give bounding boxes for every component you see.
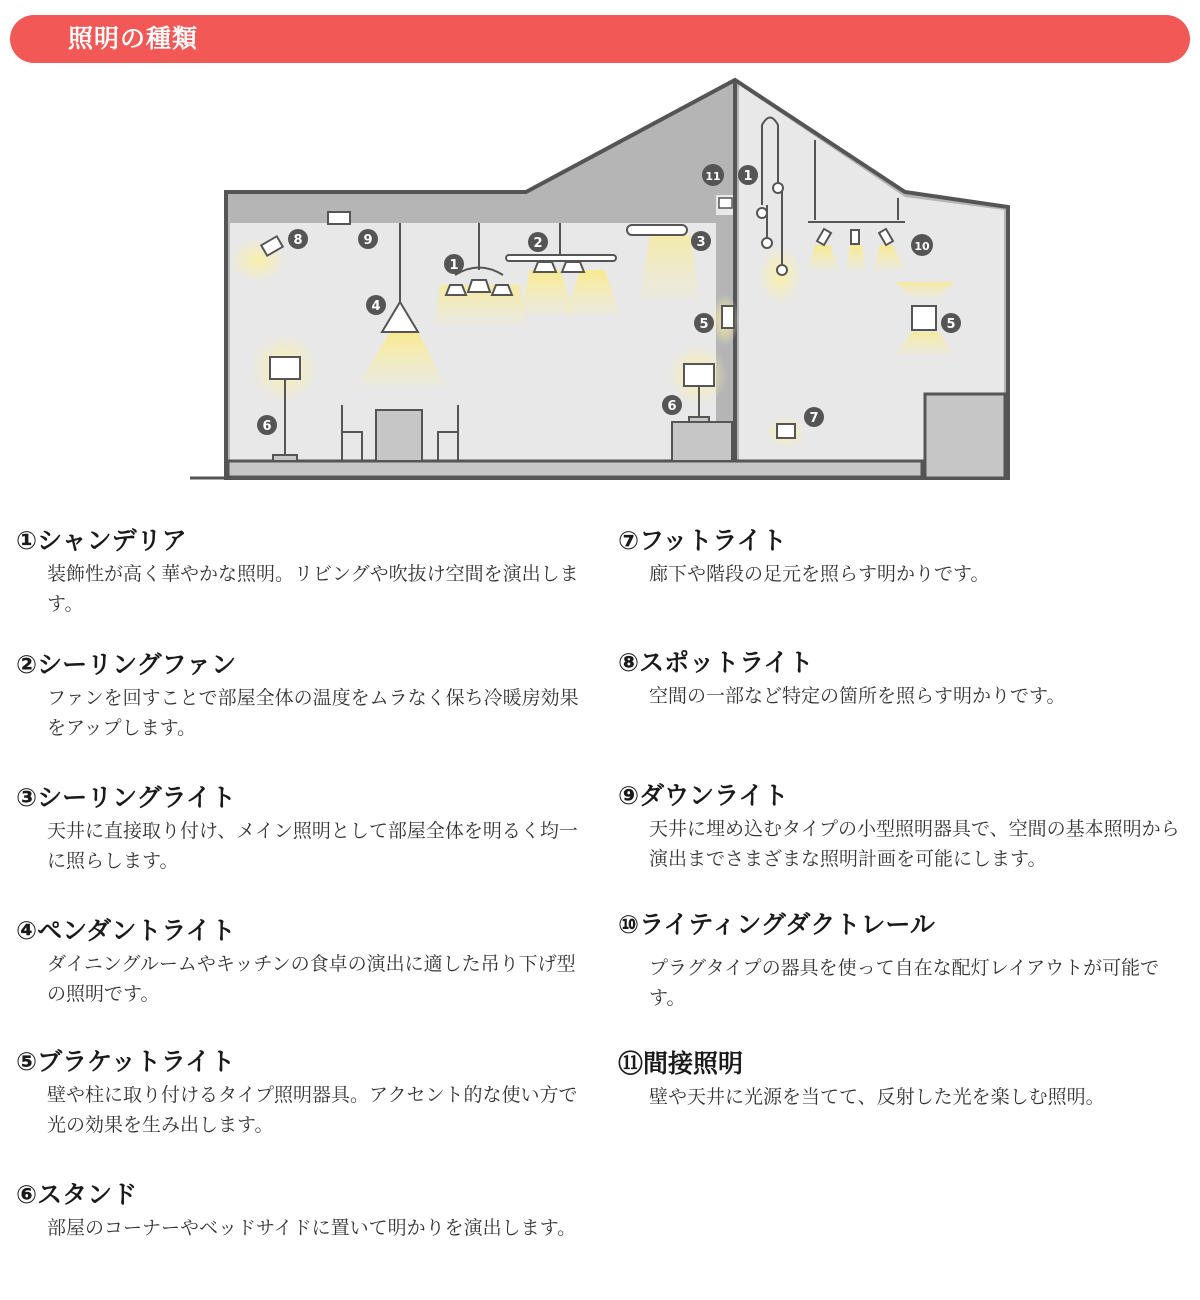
item-desc: 壁や柱に取り付けるタイプ照明器具。アクセント的な使い方で光の効果を生み出します。	[47, 1084, 578, 1136]
item-downlight	[618, 780, 1188, 874]
svg-text:5: 5	[946, 317, 956, 332]
marker-1-left	[444, 254, 464, 274]
bracket-light-left	[722, 306, 734, 328]
item-title: ⑩ライティングダクトレール	[618, 910, 935, 939]
marker-10	[911, 234, 933, 256]
ceiling-light-fixture	[627, 225, 687, 235]
item-desc: 装飾性が高く華やかな照明。リビングや吹抜け空間を演出します。	[47, 563, 579, 615]
item-stand	[16, 1179, 586, 1243]
svg-text:7: 7	[809, 411, 819, 426]
item-foot-light	[618, 525, 1188, 589]
item-title: ④ペンダントライト	[16, 916, 236, 945]
item-title: ⑦フットライト	[618, 526, 787, 555]
item-desc: ダイニングルームやキッチンの食卓の演出に適した吊り下げ型の照明です。	[47, 953, 576, 1005]
downlight-fixture	[328, 212, 350, 224]
indirect-light-fixture	[719, 198, 732, 208]
house-lighting-diagram	[0, 70, 1200, 490]
item-title: ③シーリングライト	[16, 783, 236, 812]
marker-7	[804, 407, 824, 427]
marker-8	[288, 229, 308, 249]
item-duct-rail	[618, 909, 1188, 1013]
item-chandelier	[16, 525, 586, 619]
svg-text:9: 9	[363, 233, 373, 248]
header-bar	[10, 15, 1190, 63]
marker-5-left	[694, 313, 714, 333]
item-desc: 廊下や階段の足元を照らす明かりです。	[649, 563, 990, 585]
marker-6-left	[257, 415, 277, 435]
item-desc: 天井に埋め込むタイプの小型照明器具で、空間の基本照明から演出までさまざまな照明計画を可能にします。	[649, 818, 1180, 870]
item-spotlight	[618, 647, 1188, 711]
item-title: ①シャンデリア	[16, 526, 187, 555]
item-desc: 空間の一部など特定の箇所を照らす明かりです。	[649, 685, 1066, 707]
item-bracket-light	[16, 1046, 586, 1140]
svg-text:4: 4	[371, 299, 381, 314]
item-desc: 壁や天井に光源を当てて、反射した光を楽しむ照明。	[649, 1086, 1105, 1108]
marker-5-right	[941, 313, 961, 333]
svg-text:2: 2	[533, 236, 543, 251]
item-title: ⑪間接照明	[618, 1049, 744, 1078]
item-title: ⑨ダウンライト	[618, 781, 789, 810]
item-title: ②シーリングファン	[16, 650, 237, 679]
bracket-light-right	[912, 306, 936, 330]
item-desc: 天井に直接取り付け、メイン照明として部屋全体を明るく均一に照らします。	[47, 820, 578, 872]
marker-2	[528, 232, 548, 252]
item-ceiling-light	[16, 782, 586, 876]
item-desc: ファンを回すことで部屋全体の温度をムラなく保ち冷暖房効果をアップします。	[47, 687, 579, 739]
item-title: ⑤ブラケットライト	[16, 1047, 236, 1076]
marker-4	[366, 295, 386, 315]
page-title: 照明の種類	[68, 24, 199, 53]
svg-text:10: 10	[914, 240, 930, 253]
svg-text:6: 6	[667, 399, 677, 414]
svg-text:1: 1	[743, 169, 753, 184]
marker-9	[358, 229, 378, 249]
svg-text:8: 8	[293, 233, 303, 248]
svg-text:6: 6	[262, 419, 272, 434]
item-title: ⑧スポットライト	[618, 648, 814, 677]
foot-light-fixture	[777, 424, 795, 438]
item-ceiling-fan	[16, 649, 586, 743]
marker-6-right	[662, 395, 682, 415]
item-pendant-light	[16, 915, 586, 1009]
item-indirect-light	[618, 1048, 1188, 1112]
marker-11	[702, 164, 724, 186]
svg-text:11: 11	[705, 170, 721, 183]
item-title: ⑥スタンド	[16, 1180, 138, 1209]
svg-text:1: 1	[449, 258, 459, 273]
svg-text:3: 3	[696, 235, 706, 250]
item-desc: プラグタイプの器具を使って自在な配灯レイアウトが可能です。	[649, 957, 1160, 1009]
marker-1-right	[738, 165, 758, 185]
svg-text:5: 5	[699, 317, 709, 332]
item-desc: 部屋のコーナーやベッドサイドに置いて明かりを演出します。	[47, 1217, 577, 1239]
marker-3	[691, 231, 711, 251]
